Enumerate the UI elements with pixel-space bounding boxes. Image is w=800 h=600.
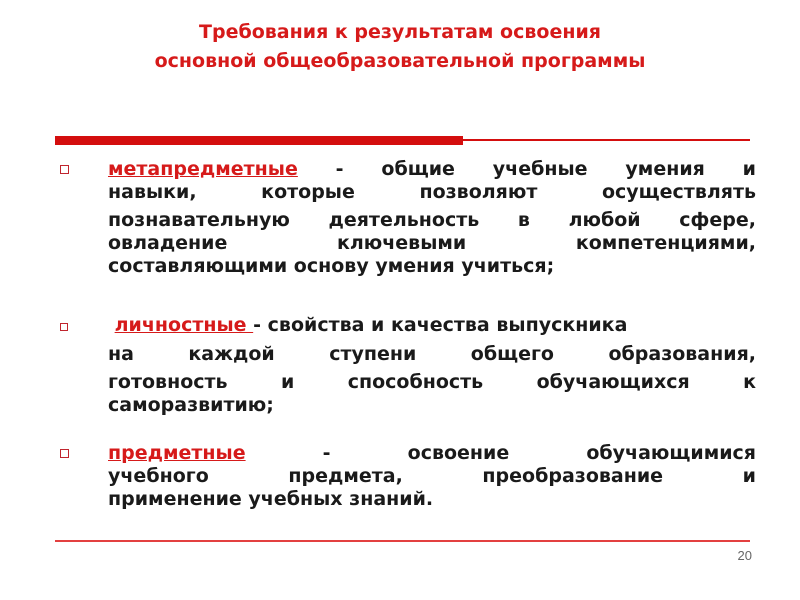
list-item-line: познавательную деятельность в любой сфере,: [108, 209, 756, 231]
term-metasubject: метапредметные: [108, 158, 298, 180]
page-number: 20: [737, 548, 752, 563]
list-item-line: готовность и способность обучающихся к: [108, 371, 756, 393]
list-item-line: овладение ключевыми компетенциями,: [108, 232, 756, 254]
slide-title: [0, 18, 800, 76]
list-item-line: метапредметные - общие учебные умения и: [108, 158, 756, 180]
list-item-text: [108, 314, 756, 417]
list-item-line: личностные - свойства и качества выпускника: [114, 314, 628, 336]
slide-title-line-2: основной общеобразовательной программы: [154, 50, 646, 72]
list-item-line: применение учебных знаний.: [108, 488, 434, 510]
top-divider: [55, 136, 750, 146]
slide-title-line-1: Требования к результатам освоения: [199, 21, 601, 43]
list-item-line: саморазвитию;: [108, 394, 274, 416]
list-item-text: [108, 158, 756, 278]
square-bullet-icon: [60, 165, 69, 174]
list-item-line: учебного предмета, преобразование и: [108, 465, 756, 487]
term-personal: личностные: [114, 314, 254, 336]
top-divider-thick: [55, 136, 463, 145]
bottom-divider: [55, 540, 750, 542]
list-item-line: на каждой ступени общего образования,: [108, 343, 756, 365]
list-item-text: [108, 442, 756, 511]
term-subject: предметные: [108, 442, 246, 464]
top-divider-thin: [463, 139, 750, 141]
list-item-line: предметные - освоение обучающимися: [108, 442, 756, 464]
list-item-line: составляющими основу умения учиться;: [108, 255, 555, 277]
square-bullet-icon: [60, 323, 68, 331]
square-bullet-icon: [60, 449, 69, 458]
list-item-line: навыки, которые позволяют осуществлять: [108, 181, 756, 203]
